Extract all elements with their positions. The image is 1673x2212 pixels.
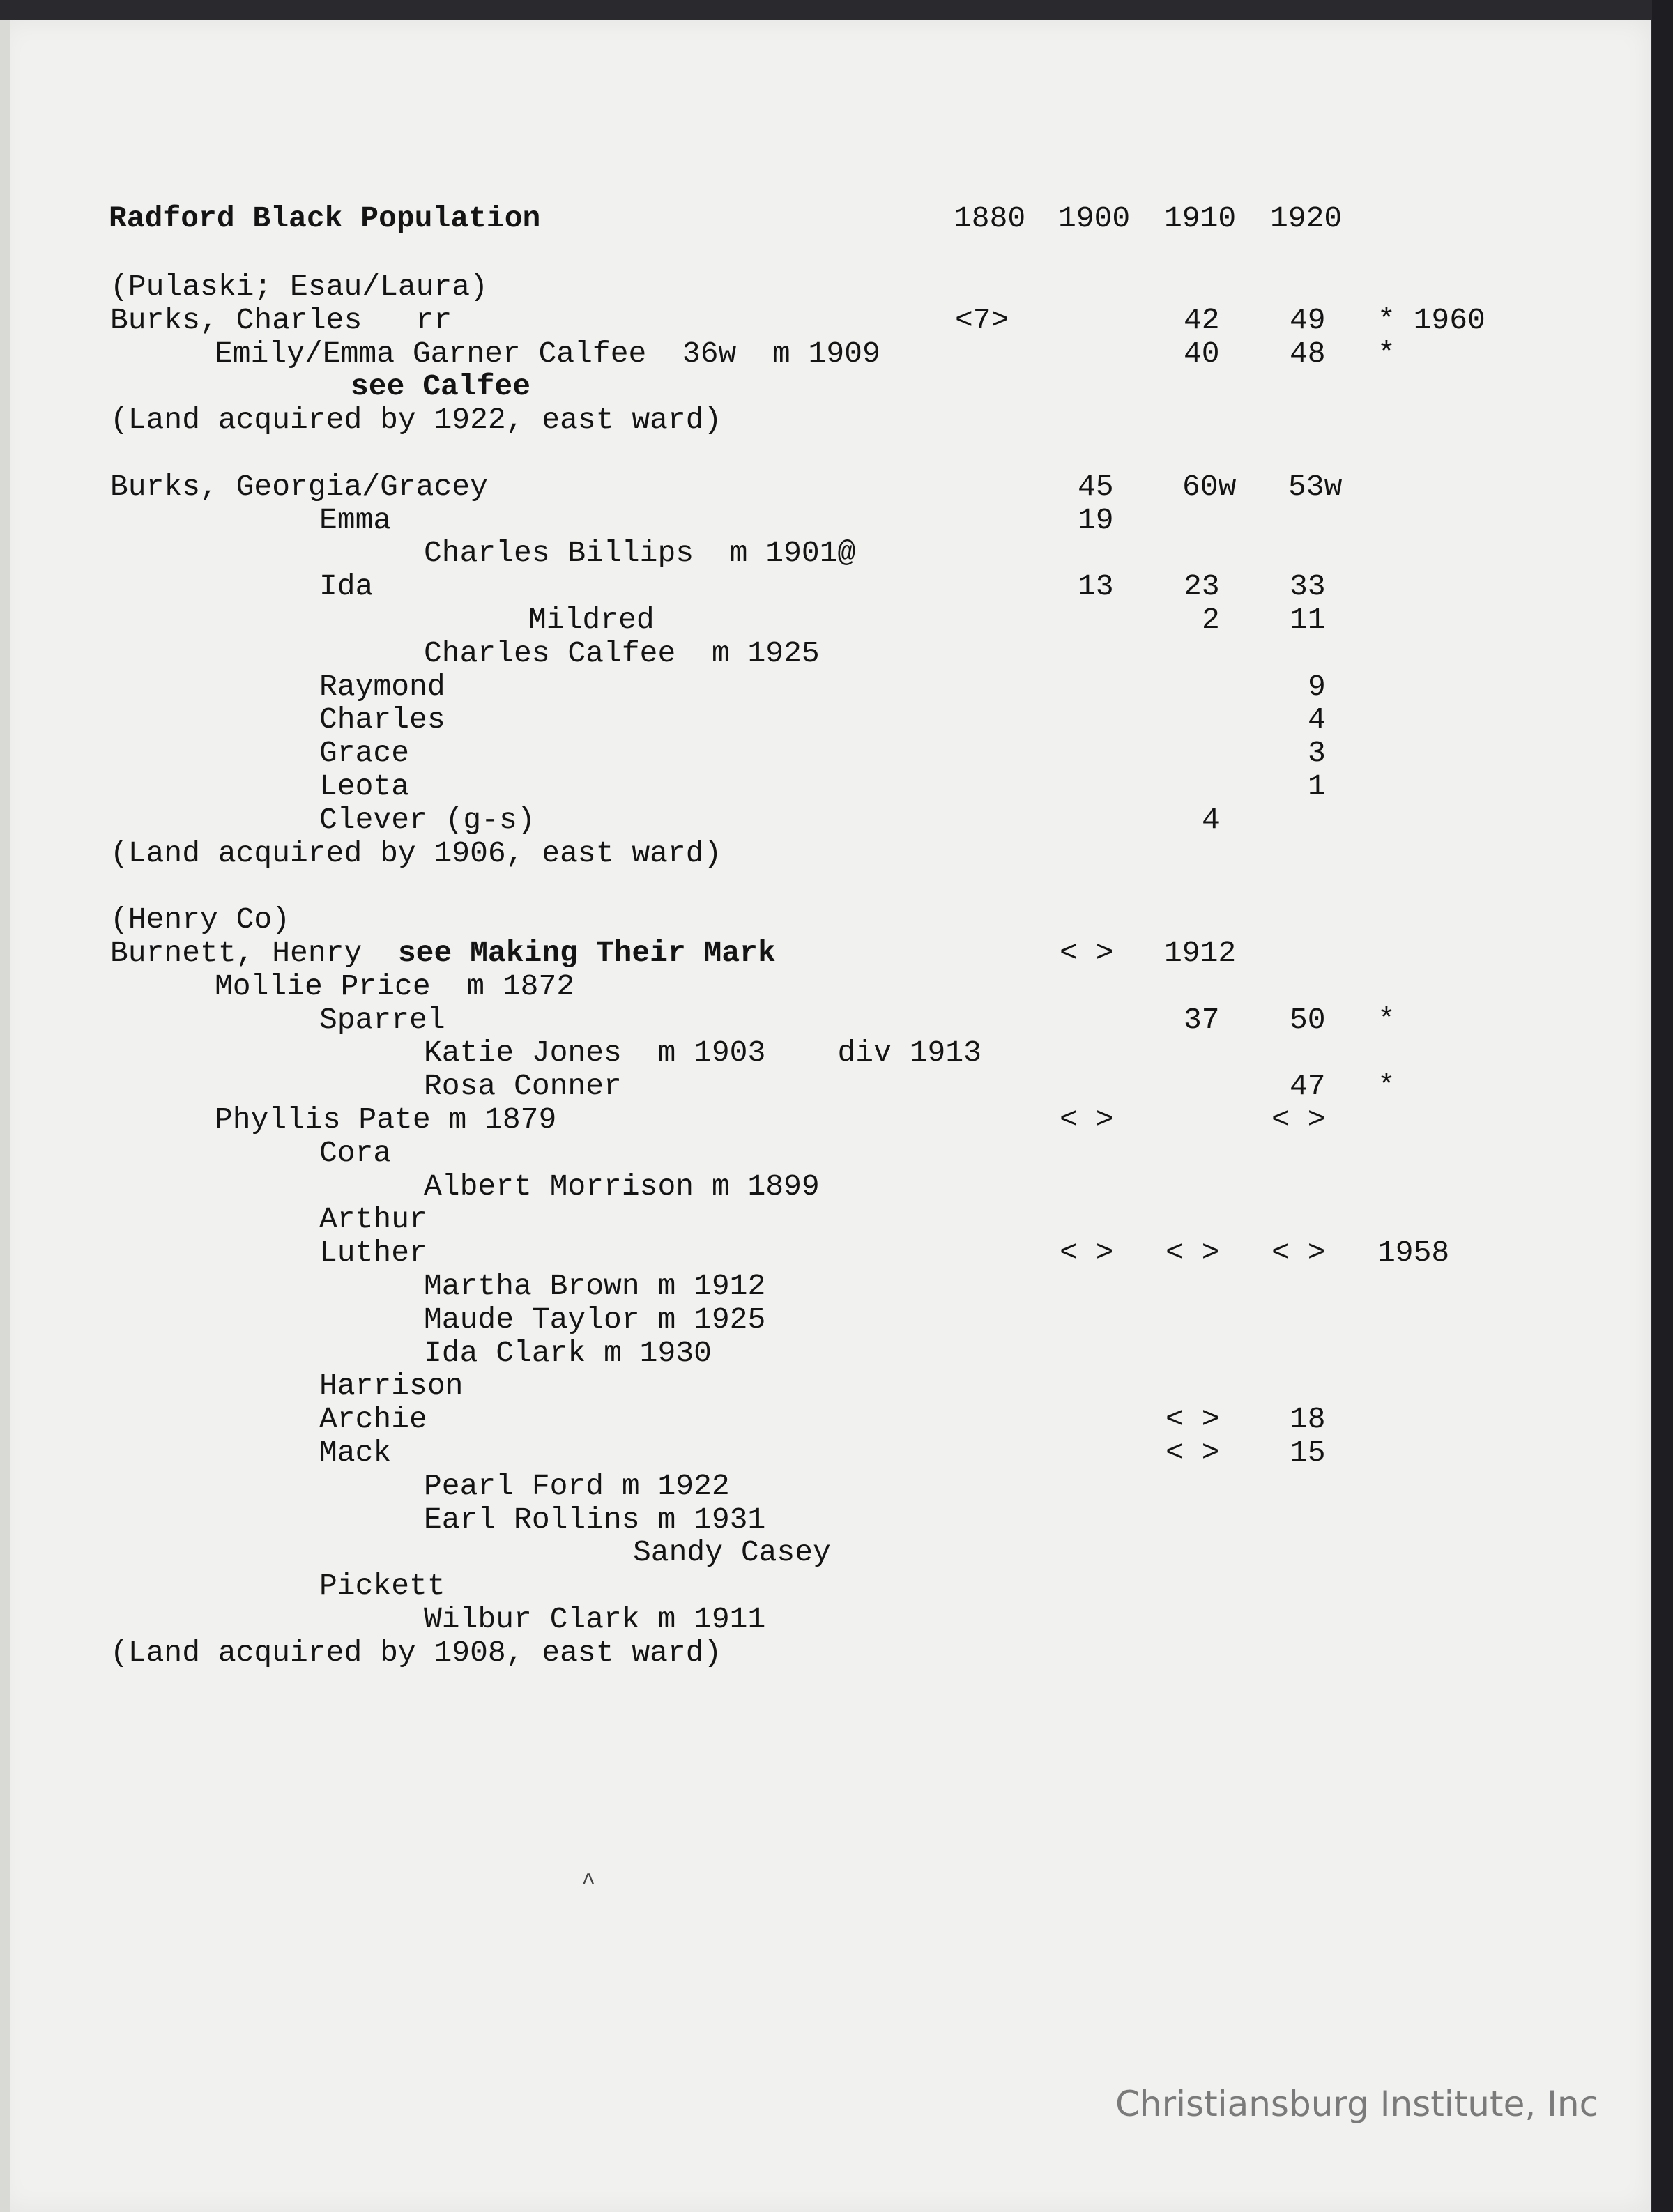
entry-text: Burnett, Henry see Making Their Mark	[110, 936, 776, 970]
entry-text: Emily/Emma Garner Calfee 36w m 1909	[215, 337, 880, 371]
entry-note: *	[1377, 1069, 1396, 1103]
census-value-1920: 33	[1290, 569, 1326, 604]
census-value-1920: 48	[1290, 337, 1326, 371]
census-value-1920: 11	[1290, 603, 1326, 637]
census-value-1910: 37	[1184, 1003, 1220, 1037]
census-value-1910: 42	[1184, 303, 1220, 337]
entry-text: Grace	[319, 736, 410, 770]
year-header-1920: 1920	[1270, 201, 1343, 236]
census-value-1900: 19	[1078, 503, 1114, 537]
entry-note: *	[1377, 337, 1396, 371]
scan-border	[1652, 0, 1673, 2212]
entry-text: Albert Morrison m 1899	[424, 1169, 820, 1204]
census-value-1910: < >	[1166, 1402, 1220, 1436]
entry-text: Martha Brown m 1912	[424, 1269, 766, 1303]
entry-text: Sparrel	[319, 1003, 445, 1037]
entry-text: see Calfee	[351, 369, 531, 404]
census-value-1900: 45	[1078, 470, 1114, 504]
entry-text: Leota	[319, 769, 410, 804]
entry-text: Ida Clark m 1930	[424, 1336, 712, 1370]
entry-text: Burks, Charles rr	[110, 303, 452, 337]
census-value-1910: 60w	[1182, 470, 1237, 504]
census-value-1920: < >	[1271, 1236, 1326, 1270]
entry-text: Arthur	[319, 1202, 427, 1236]
entry-text: (Henry Co)	[110, 903, 291, 937]
entry-text: Charles Calfee m 1925	[424, 636, 820, 670]
entry-text: Phyllis Pate m 1879	[215, 1103, 557, 1137]
census-value-1910: 1912	[1164, 936, 1237, 970]
entry-text: Cora	[319, 1136, 392, 1170]
entry-reference: see Making Their Mark	[397, 936, 776, 970]
entry-text: Mollie Price m 1872	[215, 969, 575, 1004]
page-edge	[0, 20, 10, 2212]
year-header-1900: 1900	[1058, 201, 1131, 236]
census-value-1910: 40	[1184, 337, 1220, 371]
census-value-1910: 23	[1184, 569, 1220, 604]
census-value-1910: < >	[1166, 1436, 1220, 1470]
census-value-1920: 4	[1308, 702, 1326, 737]
entry-note: 1958	[1377, 1236, 1450, 1270]
entry-text: Luther	[319, 1236, 427, 1270]
census-value-1920: 47	[1290, 1069, 1326, 1103]
year-header-1880: 1880	[954, 201, 1026, 236]
year-header-1910: 1910	[1164, 201, 1237, 236]
census-value-1920: 9	[1308, 670, 1326, 704]
entry-text: Charles Billips m 1901@	[424, 536, 856, 570]
entry-text: Pearl Ford m 1922	[424, 1469, 730, 1503]
census-value-1920: 1	[1308, 769, 1326, 804]
census-value-1920: 49	[1290, 303, 1326, 337]
entry-text: Clever (g-s)	[319, 803, 535, 837]
entry-text: (Land acquired by 1922, east ward)	[110, 403, 722, 437]
census-value-1910: < >	[1166, 1236, 1220, 1270]
entry-text: Earl Rollins m 1931	[424, 1503, 766, 1537]
census-value-1920: 15	[1290, 1436, 1326, 1470]
census-value-1920: 50	[1290, 1003, 1326, 1037]
entry-text: Mack	[319, 1436, 392, 1470]
census-value-1900: < >	[1060, 1103, 1114, 1137]
census-value-1910: 2	[1202, 603, 1220, 637]
page-title: Radford Black Population	[109, 201, 541, 236]
census-value-1910: 4	[1202, 803, 1220, 837]
entry-text: Sandy Casey	[633, 1535, 831, 1569]
entry-note: * 1960	[1377, 303, 1485, 337]
census-value-1900: < >	[1060, 1236, 1114, 1270]
watermark: Christiansburg Institute, Inc	[1115, 2084, 1599, 2124]
census-value-1920: 3	[1308, 736, 1326, 770]
entry-text: (Pulaski; Esau/Laura)	[110, 270, 488, 304]
entry-text: Harrison	[319, 1369, 464, 1403]
entry-text: Burks, Georgia/Gracey	[110, 470, 488, 504]
census-value-1920: < >	[1271, 1103, 1326, 1137]
census-value-1920: 18	[1290, 1402, 1326, 1436]
handwritten-caret-mark: ^	[581, 1871, 596, 1897]
entry-text: Raymond	[319, 670, 445, 704]
entry-text: Wilbur Clark m 1911	[424, 1602, 766, 1636]
entry-text: Mildred	[528, 603, 655, 637]
entry-text: Charles	[319, 702, 445, 737]
entry-text: Emma	[319, 503, 392, 537]
entry-text: Rosa Conner	[424, 1069, 622, 1103]
entry-note: *	[1377, 1003, 1396, 1037]
entry-text: Archie	[319, 1402, 427, 1436]
census-value-1900: < >	[1060, 936, 1114, 970]
entry-text: (Land acquired by 1908, east ward)	[110, 1636, 722, 1670]
entry-text: Pickett	[319, 1569, 445, 1603]
census-value-1900: 13	[1078, 569, 1114, 604]
census-value-1880: <7>	[955, 303, 1009, 337]
entry-text: Katie Jones m 1903 div 1913	[424, 1036, 981, 1070]
entry-text: Maude Taylor m 1925	[424, 1303, 766, 1337]
census-value-1920: 53w	[1288, 470, 1343, 504]
entry-text: (Land acquired by 1906, east ward)	[110, 836, 722, 870]
entry-text: Ida	[319, 569, 374, 604]
